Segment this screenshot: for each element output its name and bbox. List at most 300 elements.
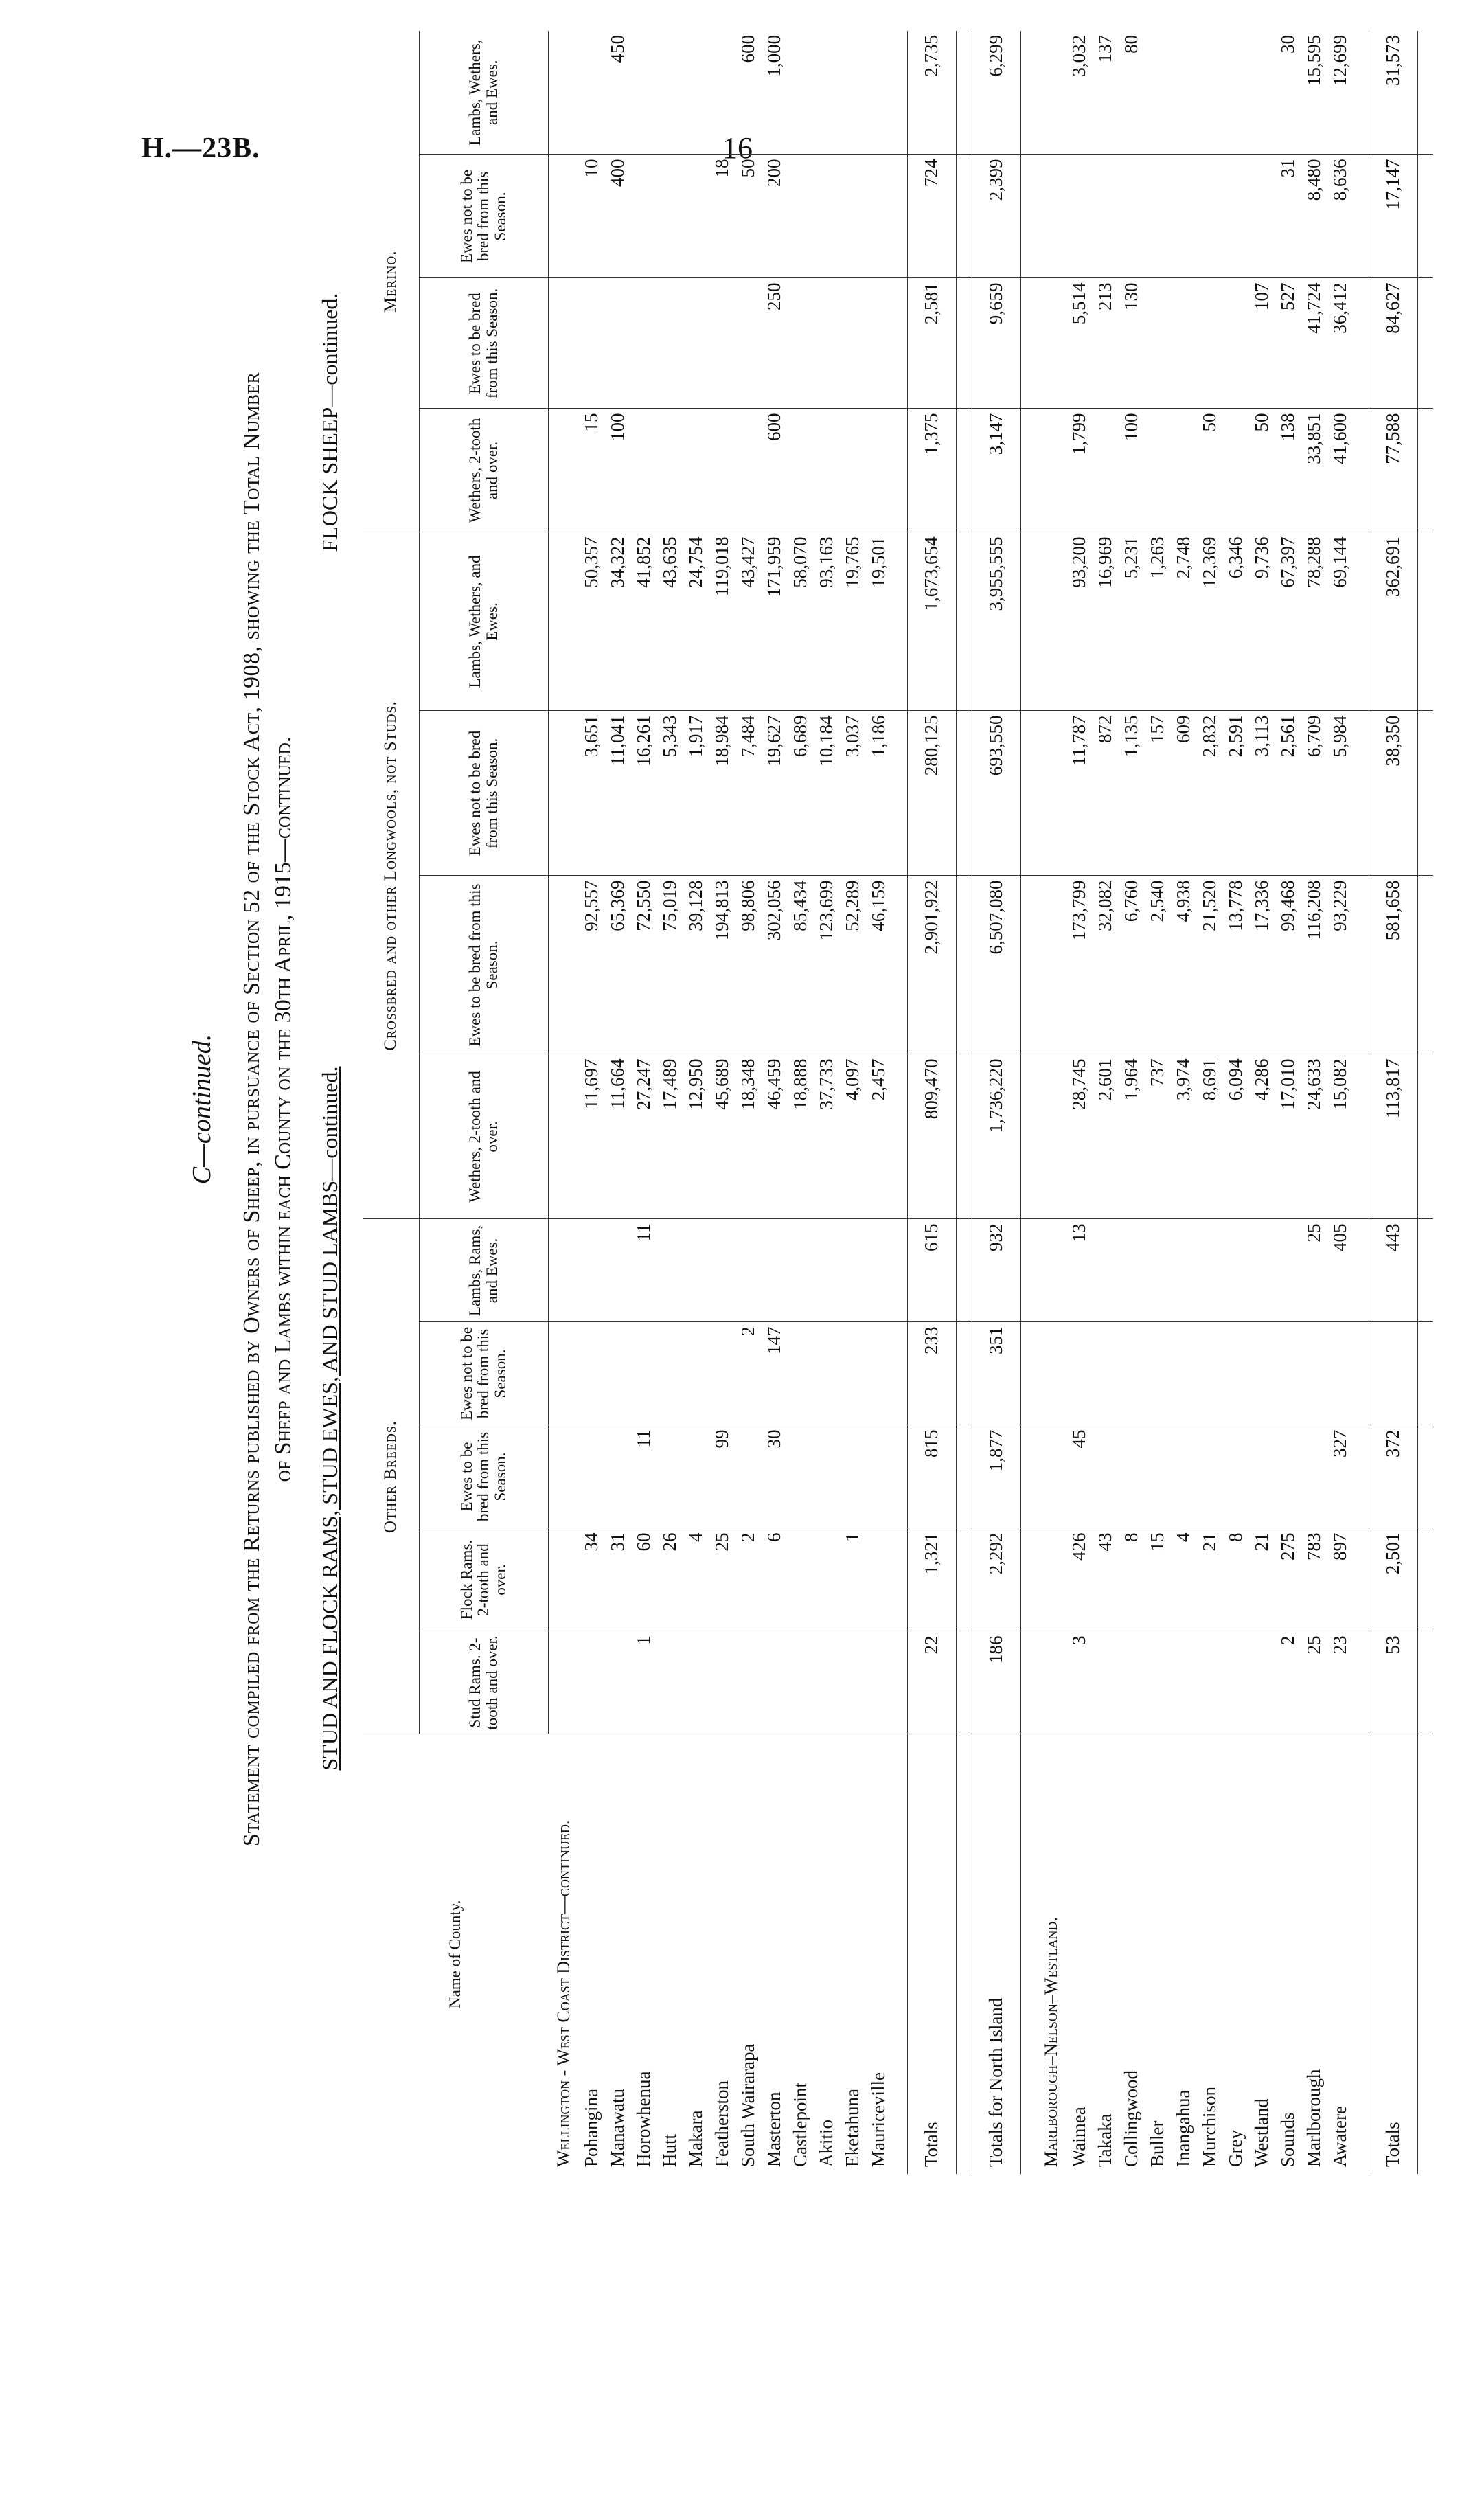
value-cell: 1,917 (683, 711, 709, 876)
col-header: Wethers, 2-tooth and over. (420, 1054, 549, 1219)
table-row (579, 31, 605, 2174)
value-cell (605, 1219, 631, 1322)
county-name: Grey (1225, 2130, 1246, 2167)
value-cell: 1 (840, 1528, 866, 1631)
spacer-cell (956, 1734, 972, 2174)
value-cell (605, 1631, 631, 1734)
spacer-cell (1020, 532, 1036, 711)
value-cell (1145, 1425, 1171, 1528)
value-cell (788, 155, 814, 278)
empty-cell (549, 711, 579, 876)
spacer-cell (892, 1054, 908, 1219)
value-cell: 194,813 (709, 876, 735, 1054)
county-name: Westland (1251, 2098, 1272, 2167)
value-cell: 8,480 (1301, 155, 1327, 278)
value-cell: 32,082 (1093, 876, 1119, 1054)
county-name: Featherston (711, 2080, 732, 2167)
value-cell (814, 31, 840, 155)
page-number: 16 (722, 131, 753, 165)
value-cell: 2,832 (1197, 711, 1223, 876)
value-cell: 6 (762, 1528, 788, 1631)
value-cell: 8,691 (1197, 1054, 1223, 1219)
spacer-cell (892, 1631, 908, 1734)
total-cell: 186 (972, 1631, 1020, 1734)
value-cell (1145, 1631, 1171, 1734)
value-cell: 3,032 (1066, 31, 1093, 155)
col-header: Lambs, Rams, and Ewes. (420, 1219, 549, 1322)
total-cell: 53 (1369, 1631, 1417, 1734)
spacer-cell (1020, 409, 1036, 532)
value-cell: 37,733 (814, 1054, 840, 1219)
county-name: Pohangina (581, 2089, 602, 2167)
value-cell (840, 31, 866, 155)
spacer-cell (892, 1528, 908, 1631)
total-cell: 443 (1369, 1219, 1417, 1322)
value-cell (657, 409, 683, 532)
value-cell: 1 (631, 1631, 657, 1734)
total-cell: 1,673,654 (907, 532, 956, 711)
value-cell: 78,288 (1301, 532, 1327, 711)
col-header: Stud Rams. 2-tooth and over. (420, 1631, 549, 1734)
value-cell (814, 1425, 840, 1528)
total-cell (1369, 1322, 1417, 1425)
totals-label: Totals (1369, 1734, 1417, 2174)
value-cell: 400 (605, 155, 631, 278)
value-cell (1249, 155, 1275, 278)
value-cell (840, 1322, 866, 1425)
table-row (657, 31, 683, 2174)
value-cell (1093, 409, 1119, 532)
value-cell: 4,097 (840, 1054, 866, 1219)
value-cell: 7,484 (735, 711, 762, 876)
value-cell: 6,689 (788, 711, 814, 876)
value-cell: 137 (1093, 31, 1119, 155)
value-cell (1171, 1219, 1197, 1322)
value-cell: 8 (1223, 1528, 1249, 1631)
value-cell (1197, 1219, 1223, 1322)
value-cell (866, 1322, 892, 1425)
value-cell: 27,247 (631, 1054, 657, 1219)
spacer-cell (1417, 155, 1433, 278)
empty-cell (549, 532, 579, 711)
value-cell: 6,094 (1223, 1054, 1249, 1219)
table-row (683, 31, 709, 2174)
value-cell (735, 1425, 762, 1528)
value-cell: 171,959 (762, 532, 788, 711)
value-cell: 43,635 (657, 532, 683, 711)
value-cell (709, 409, 735, 532)
total-cell: 77,588 (1369, 409, 1417, 532)
empty-cell (1036, 876, 1066, 1054)
spacer-cell (892, 409, 908, 532)
right-subtitle: FLOCK SHEEP—continued. (317, 293, 342, 552)
col-header: Ewes to be bred from this Season. (420, 278, 549, 409)
total-cell: 84,627 (1369, 278, 1417, 409)
value-cell: 65,369 (605, 876, 631, 1054)
value-cell (788, 31, 814, 155)
county-name: Makara (685, 2110, 706, 2167)
total-cell: 6,299 (972, 31, 1020, 155)
value-cell (1171, 155, 1197, 278)
totals-label: Totals (907, 1734, 956, 2174)
spacer-cell (956, 876, 972, 1054)
section-title-row (1036, 31, 1066, 2174)
empty-cell (1036, 1219, 1066, 1322)
value-cell (1093, 1322, 1119, 1425)
total-cell: 932 (972, 1219, 1020, 1322)
total-cell: 362,691 (1369, 532, 1417, 711)
value-cell: 11,697 (579, 1054, 605, 1219)
value-cell (1249, 1425, 1275, 1528)
value-cell (1119, 1219, 1145, 1322)
value-cell: 275 (1275, 1528, 1301, 1631)
county-name: Waimea (1069, 2107, 1089, 2167)
table-row (1145, 31, 1171, 2174)
value-cell: 45 (1066, 1425, 1093, 1528)
section-title: Wellington - West Coast District—continued. (553, 1819, 573, 2167)
value-cell (814, 409, 840, 532)
value-cell (605, 1322, 631, 1425)
county-name: Masterton (764, 2091, 784, 2167)
value-cell: 33,851 (1301, 409, 1327, 532)
value-cell (866, 1528, 892, 1631)
spacer-row (956, 31, 972, 2174)
value-cell (683, 1219, 709, 1322)
empty-cell (1036, 155, 1066, 278)
value-cell (657, 31, 683, 155)
spacer-cell (892, 278, 908, 409)
value-cell (814, 1631, 840, 1734)
spacer-cell (1020, 1631, 1036, 1734)
value-cell: 10 (579, 155, 605, 278)
value-cell: 123,699 (814, 876, 840, 1054)
empty-cell (1036, 409, 1066, 532)
value-cell: 18 (709, 155, 735, 278)
value-cell (631, 278, 657, 409)
value-cell: 5,984 (1327, 711, 1354, 876)
total-cell: 1,321 (907, 1528, 956, 1631)
value-cell (579, 1219, 605, 1322)
value-cell: 200 (762, 155, 788, 278)
value-cell: 9,736 (1249, 532, 1275, 711)
value-cell (709, 1322, 735, 1425)
statement-title-line2: of Sheep and Lambs within each County on the 30th April, 1915—continued. (271, 736, 296, 1482)
value-cell: 1,799 (1066, 409, 1093, 532)
value-cell: 10,184 (814, 711, 840, 876)
value-cell: 12,699 (1327, 31, 1354, 155)
value-cell (1223, 1425, 1249, 1528)
empty-cell (1036, 1425, 1066, 1528)
empty-cell (1036, 532, 1066, 711)
value-cell: 50 (1197, 409, 1223, 532)
value-cell: 737 (1145, 1054, 1171, 1219)
value-cell (1301, 1322, 1327, 1425)
spacer-cell (1354, 409, 1369, 532)
value-cell: 2,457 (866, 1054, 892, 1219)
county-name: Collingwood (1121, 2069, 1141, 2167)
value-cell: 19,765 (840, 532, 866, 711)
value-cell: 16,969 (1093, 532, 1119, 711)
value-cell: 450 (605, 31, 631, 155)
value-cell (788, 1425, 814, 1528)
value-cell: 4 (1171, 1528, 1197, 1631)
spacer-cell (1417, 876, 1433, 1054)
value-cell (1197, 1425, 1223, 1528)
total-cell: 2,581 (907, 278, 956, 409)
spacer-cell (1020, 711, 1036, 876)
total-cell: 31,573 (1369, 31, 1417, 155)
value-cell (1197, 278, 1223, 409)
spacer-cell (1020, 1528, 1036, 1631)
table-row (1249, 31, 1275, 2174)
value-cell: 99,468 (1275, 876, 1301, 1054)
value-cell: 25 (709, 1528, 735, 1631)
spacer-cell (1417, 1219, 1433, 1322)
county-name: Murchison (1199, 2087, 1220, 2167)
value-cell: 130 (1119, 278, 1145, 409)
value-cell (631, 409, 657, 532)
table-row (735, 31, 762, 2174)
value-cell (1171, 409, 1197, 532)
total-cell: 2,735 (907, 31, 956, 155)
spacer-cell (1020, 1425, 1036, 1528)
total-cell: 9,659 (972, 278, 1020, 409)
spacer-cell (892, 155, 908, 278)
spacer-cell (1020, 1734, 1036, 2174)
value-cell: 34,322 (605, 532, 631, 711)
value-cell (814, 1219, 840, 1322)
spacer-cell (1417, 31, 1433, 155)
value-cell (735, 278, 762, 409)
value-cell: 4,286 (1249, 1054, 1275, 1219)
value-cell (1171, 31, 1197, 155)
value-cell: 31 (1275, 155, 1301, 278)
total-cell: 581,658 (1369, 876, 1417, 1054)
value-cell (1249, 1322, 1275, 1425)
value-cell (1119, 1322, 1145, 1425)
table-row (631, 31, 657, 2174)
value-cell (1223, 278, 1249, 409)
county-name: Castlepoint (790, 2083, 810, 2167)
table-row (814, 31, 840, 2174)
value-cell: 1,000 (762, 31, 788, 155)
value-cell (1145, 1322, 1171, 1425)
value-cell (631, 155, 657, 278)
value-cell (840, 1631, 866, 1734)
spacer-cell (892, 1425, 908, 1528)
value-cell: 50 (735, 155, 762, 278)
value-cell: 21,520 (1197, 876, 1223, 1054)
total-cell: 1,877 (972, 1425, 1020, 1528)
table-header (363, 31, 549, 2174)
value-cell (866, 1219, 892, 1322)
county-name: Buller (1147, 2120, 1167, 2167)
value-cell: 327 (1327, 1425, 1354, 1528)
value-cell: 41,600 (1327, 409, 1354, 532)
value-cell: 30 (1275, 31, 1301, 155)
value-cell: 17,336 (1249, 876, 1275, 1054)
value-cell: 36,412 (1327, 278, 1354, 409)
value-cell (866, 31, 892, 155)
spacer-cell (956, 1528, 972, 1631)
value-cell (1249, 1631, 1275, 1734)
value-cell: 52,289 (840, 876, 866, 1054)
value-cell (814, 1322, 840, 1425)
value-cell (1145, 409, 1171, 532)
value-cell: 107 (1249, 278, 1275, 409)
value-cell: 46,159 (866, 876, 892, 1054)
value-cell: 1,186 (866, 711, 892, 876)
value-cell (605, 278, 631, 409)
table-row (840, 31, 866, 2174)
table-row (605, 31, 631, 2174)
value-cell: 18,888 (788, 1054, 814, 1219)
value-cell (1223, 31, 1249, 155)
value-cell: 15 (579, 409, 605, 532)
empty-cell (549, 1631, 579, 1734)
value-cell (788, 1322, 814, 1425)
value-cell (1275, 1219, 1301, 1322)
col-header: Wethers, 2-tooth and over. (420, 409, 549, 532)
value-cell (840, 278, 866, 409)
value-cell (631, 1322, 657, 1425)
spacer-cell (1417, 1528, 1433, 1631)
county-name: Eketahuna (842, 2089, 863, 2167)
empty-cell (549, 1528, 579, 1631)
value-cell (1145, 155, 1171, 278)
left-subtitle: STUD AND FLOCK RAMS, STUD EWES, AND STUD LAMBS—continued. (317, 1066, 342, 1771)
county-name: Mauriceville (868, 2072, 889, 2167)
value-cell (657, 1425, 683, 1528)
total-cell: 3,147 (972, 409, 1020, 532)
value-cell (840, 1425, 866, 1528)
empty-cell (1036, 1322, 1066, 1425)
value-cell: 92,557 (579, 876, 605, 1054)
total-cell: 615 (907, 1219, 956, 1322)
col-header: Flock Rams. 2-tooth and over. (420, 1528, 549, 1631)
spacer-cell (1417, 1425, 1433, 1528)
value-cell (1145, 1219, 1171, 1322)
spacer-cell (1020, 1322, 1036, 1425)
spacer-cell (1354, 1631, 1369, 1734)
sheep-returns-table (363, 31, 1433, 2174)
value-cell (1327, 1322, 1354, 1425)
group-header-merino: Merino. (363, 31, 420, 532)
value-cell: 138 (1275, 409, 1301, 532)
spacer-cell (956, 711, 972, 876)
value-cell (1171, 1425, 1197, 1528)
spacer-cell (1354, 1322, 1369, 1425)
value-cell: 72,550 (631, 876, 657, 1054)
table-row (709, 31, 735, 2174)
value-cell (683, 1425, 709, 1528)
value-cell (866, 1425, 892, 1528)
section-heading: C—continued. (187, 1034, 216, 1185)
value-cell: 15 (1145, 1528, 1171, 1631)
value-cell: 98,806 (735, 876, 762, 1054)
spacer-cell (1354, 532, 1369, 711)
value-cell: 600 (735, 31, 762, 155)
value-cell: 60 (631, 1528, 657, 1631)
total-cell: 2,292 (972, 1528, 1020, 1631)
value-cell (683, 31, 709, 155)
spacer-cell (956, 409, 972, 532)
value-cell: 783 (1301, 1528, 1327, 1631)
value-cell (788, 1219, 814, 1322)
col-header-name: Name of County. (446, 1900, 464, 2009)
empty-cell (1036, 31, 1066, 155)
value-cell (709, 31, 735, 155)
value-cell (788, 278, 814, 409)
spacer-cell (1354, 155, 1369, 278)
value-cell (1197, 31, 1223, 155)
table-row (1197, 31, 1223, 2174)
empty-cell (1036, 1054, 1066, 1219)
value-cell (1066, 1322, 1093, 1425)
spacer-cell (892, 1322, 908, 1425)
value-cell (1275, 1425, 1301, 1528)
totals-row (972, 31, 1020, 2174)
value-cell (683, 409, 709, 532)
value-cell (657, 1631, 683, 1734)
rotated-page-content (184, 34, 1461, 2174)
value-cell (1119, 155, 1145, 278)
value-cell (1145, 31, 1171, 155)
spacer-row (1417, 31, 1433, 2174)
value-cell (709, 1631, 735, 1734)
value-cell (814, 155, 840, 278)
spacer-cell (1417, 711, 1433, 876)
value-cell: 41,724 (1301, 278, 1327, 409)
value-cell: 80 (1119, 31, 1145, 155)
spacer-cell (1354, 1219, 1369, 1322)
total-cell: 815 (907, 1425, 956, 1528)
spacer-cell (1354, 1425, 1369, 1528)
value-cell: 250 (762, 278, 788, 409)
value-cell: 897 (1327, 1528, 1354, 1631)
col-header: Ewes to be bred from this Season. (420, 876, 549, 1054)
spacer-cell (1417, 278, 1433, 409)
value-cell: 2 (735, 1322, 762, 1425)
table-row (1327, 31, 1354, 2174)
spacer-cell (1354, 1734, 1369, 2174)
value-cell: 11 (631, 1219, 657, 1322)
value-cell: 93,229 (1327, 876, 1354, 1054)
empty-cell (1036, 1631, 1066, 1734)
value-cell: 17,489 (657, 1054, 683, 1219)
spacer-row (892, 31, 908, 2174)
value-cell: 50,357 (579, 532, 605, 711)
spacer-cell (892, 711, 908, 876)
value-cell: 213 (1093, 278, 1119, 409)
value-cell: 426 (1066, 1528, 1093, 1631)
value-cell (1145, 278, 1171, 409)
value-cell (840, 155, 866, 278)
total-cell: 38,350 (1369, 711, 1417, 876)
value-cell (762, 1219, 788, 1322)
spacer-cell (1354, 1528, 1369, 1631)
col-header: Lambs, Wethers, and Ewes. (420, 532, 549, 711)
value-cell: 46,459 (762, 1054, 788, 1219)
value-cell: 3,974 (1171, 1054, 1197, 1219)
value-cell: 93,163 (814, 532, 840, 711)
empty-cell (549, 876, 579, 1054)
value-cell: 26 (657, 1528, 683, 1631)
value-cell: 11,787 (1066, 711, 1093, 876)
value-cell: 18,984 (709, 711, 735, 876)
value-cell: 93,200 (1066, 532, 1093, 711)
value-cell: 50 (1249, 409, 1275, 532)
